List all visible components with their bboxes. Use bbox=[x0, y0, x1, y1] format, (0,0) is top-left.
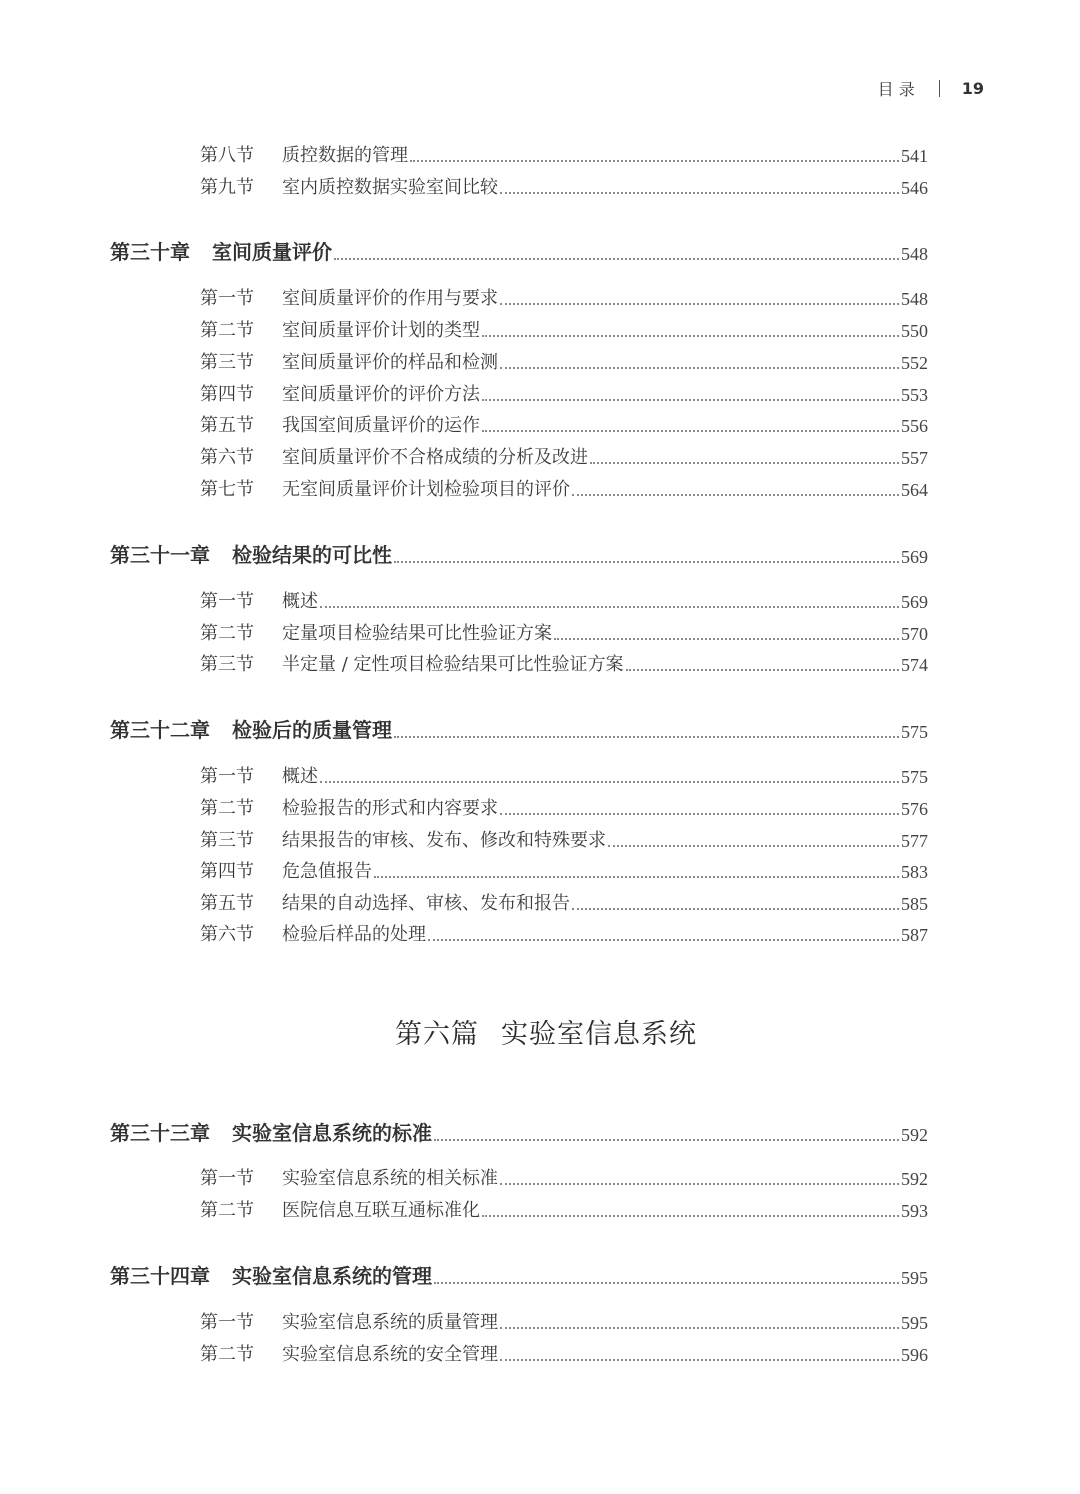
section-title: 医院信息互联互通标准化 bbox=[282, 1200, 480, 1221]
entry-page-number: 556 bbox=[901, 416, 928, 436]
chapter-number: 第三十二章 bbox=[110, 718, 210, 742]
section-title: 结果报告的审核、发布、修改和特殊要求 bbox=[282, 830, 606, 851]
section-number: 第二节 bbox=[200, 798, 254, 819]
entry-page-number: 583 bbox=[901, 862, 928, 882]
toc-section-entry bbox=[200, 762, 928, 788]
entry-page-number: 575 bbox=[901, 722, 928, 742]
section-title: 室间质量评价计划的类型 bbox=[282, 320, 480, 341]
dot-leader bbox=[482, 399, 899, 401]
section-title: 结果的自动选择、审核、发布和报告 bbox=[282, 893, 570, 914]
section-title: 检验后样品的处理 bbox=[282, 924, 426, 945]
entry-label bbox=[110, 539, 392, 568]
chapter-number: 第三十一章 bbox=[110, 543, 210, 567]
dot-leader bbox=[482, 335, 899, 337]
dot-leader bbox=[500, 192, 899, 194]
section-title: 检验报告的形式和内容要求 bbox=[282, 798, 498, 819]
toc-chapter-entry bbox=[110, 236, 928, 265]
toc-section-entry bbox=[200, 619, 928, 645]
section-title: 概述 bbox=[282, 591, 318, 612]
entry-label bbox=[200, 619, 552, 645]
dot-leader bbox=[500, 813, 899, 815]
dot-leader bbox=[590, 462, 899, 464]
dot-leader bbox=[500, 303, 899, 305]
running-header bbox=[878, 76, 984, 100]
dot-leader bbox=[500, 367, 899, 369]
toc-section-entry bbox=[200, 889, 928, 915]
section-number: 第五节 bbox=[200, 415, 254, 436]
entry-page-number: 592 bbox=[901, 1125, 928, 1145]
entry-label bbox=[200, 1164, 498, 1190]
section-title: 室间质量评价不合格成绩的分析及改进 bbox=[282, 447, 588, 468]
dot-leader bbox=[410, 160, 899, 162]
toc-chapter-entry bbox=[110, 1260, 928, 1289]
entry-label bbox=[200, 380, 480, 406]
toc-section-entry bbox=[200, 1308, 928, 1334]
section-title: 实验室信息系统的安全管理 bbox=[282, 1344, 498, 1365]
section-title: 半定量 / 定性项目检验结果可比性验证方案 bbox=[282, 654, 624, 675]
section-number: 第一节 bbox=[200, 591, 254, 612]
entry-label bbox=[200, 857, 372, 883]
toc-section-entry bbox=[200, 650, 928, 676]
entry-label bbox=[200, 411, 480, 437]
section-title: 室内质控数据实验室间比较 bbox=[282, 177, 498, 198]
entry-label bbox=[200, 1196, 480, 1222]
toc-section-entry bbox=[200, 920, 928, 946]
dot-leader bbox=[434, 1282, 899, 1284]
entry-label bbox=[200, 826, 606, 852]
dot-leader bbox=[554, 638, 899, 640]
header-title: 目 录 bbox=[877, 79, 915, 99]
dot-leader bbox=[428, 939, 899, 941]
entry-page-number: 569 bbox=[901, 592, 928, 612]
entry-label bbox=[200, 587, 318, 613]
entry-label bbox=[200, 443, 588, 469]
entry-label bbox=[110, 1117, 432, 1146]
section-title: 概述 bbox=[282, 766, 318, 787]
entry-page-number: 546 bbox=[901, 178, 928, 198]
entry-label bbox=[200, 348, 498, 374]
entry-label bbox=[200, 284, 498, 310]
dot-leader bbox=[320, 781, 899, 783]
dot-leader bbox=[572, 494, 899, 496]
toc-section-entry bbox=[200, 826, 928, 852]
section-number: 第二节 bbox=[200, 1344, 254, 1365]
section-number: 第九节 bbox=[200, 177, 254, 198]
entry-page-number: 541 bbox=[901, 146, 928, 166]
entry-page-number: 593 bbox=[901, 1201, 928, 1221]
toc-section-entry bbox=[200, 1340, 928, 1366]
toc-section-entry bbox=[200, 411, 928, 437]
entry-page-number: 550 bbox=[901, 321, 928, 341]
section-number: 第一节 bbox=[200, 1312, 254, 1333]
toc-section-entry bbox=[200, 284, 928, 310]
toc-chapter-entry bbox=[110, 1117, 928, 1146]
entry-page-number: 570 bbox=[901, 624, 928, 644]
section-number: 第七节 bbox=[200, 479, 254, 500]
entry-label bbox=[110, 236, 332, 265]
header-divider bbox=[939, 80, 940, 97]
section-number: 第三节 bbox=[200, 654, 254, 675]
dot-leader bbox=[374, 876, 899, 878]
dot-leader bbox=[334, 258, 899, 260]
chapter-number: 第三十四章 bbox=[110, 1264, 210, 1288]
toc-section-entry bbox=[200, 794, 928, 820]
entry-page-number: 569 bbox=[901, 547, 928, 567]
entry-page-number: 577 bbox=[901, 831, 928, 851]
entry-label bbox=[110, 1260, 432, 1289]
entry-label bbox=[200, 173, 498, 199]
entry-label bbox=[200, 1308, 498, 1334]
entry-page-number: 592 bbox=[901, 1169, 928, 1189]
entry-label bbox=[200, 650, 624, 676]
chapter-title: 检验结果的可比性 bbox=[232, 543, 392, 567]
dot-leader bbox=[434, 1139, 899, 1141]
dot-leader bbox=[500, 1183, 899, 1185]
chapter-title: 实验室信息系统的管理 bbox=[232, 1264, 432, 1288]
part-heading bbox=[0, 1012, 1080, 1051]
section-number: 第一节 bbox=[200, 288, 254, 309]
section-title: 室间质量评价的评价方法 bbox=[282, 384, 480, 405]
chapter-number: 第三十三章 bbox=[110, 1121, 210, 1145]
dot-leader bbox=[572, 908, 899, 910]
entry-page-number: 548 bbox=[901, 244, 928, 264]
entry-label bbox=[200, 889, 570, 915]
dot-leader bbox=[608, 845, 899, 847]
section-title: 无室间质量评价计划检验项目的评价 bbox=[282, 479, 570, 500]
section-number: 第四节 bbox=[200, 384, 254, 405]
toc-section-entry bbox=[200, 443, 928, 469]
entry-label bbox=[200, 1340, 498, 1366]
entry-page-number: 596 bbox=[901, 1345, 928, 1365]
toc-section-entry bbox=[200, 475, 928, 501]
section-number: 第三节 bbox=[200, 352, 254, 373]
section-title: 室间质量评价的作用与要求 bbox=[282, 288, 498, 309]
dot-leader bbox=[482, 430, 899, 432]
dot-leader bbox=[394, 736, 899, 738]
toc-section-entry bbox=[200, 316, 928, 342]
entry-page-number: 552 bbox=[901, 353, 928, 373]
entry-page-number: 548 bbox=[901, 289, 928, 309]
section-number: 第六节 bbox=[200, 447, 254, 468]
section-number: 第四节 bbox=[200, 861, 254, 882]
section-number: 第二节 bbox=[200, 623, 254, 644]
entry-label bbox=[200, 762, 318, 788]
toc-section-entry bbox=[200, 141, 928, 167]
toc-section-entry bbox=[200, 173, 928, 199]
chapter-number: 第三十章 bbox=[110, 240, 190, 264]
section-number: 第六节 bbox=[200, 924, 254, 945]
dot-leader bbox=[394, 561, 899, 563]
chapter-title: 检验后的质量管理 bbox=[232, 718, 392, 742]
entry-label bbox=[200, 920, 426, 946]
section-title: 实验室信息系统的质量管理 bbox=[282, 1312, 498, 1333]
dot-leader bbox=[482, 1215, 899, 1217]
page-number: 19 bbox=[961, 78, 984, 98]
section-title: 室间质量评价的样品和检测 bbox=[282, 352, 498, 373]
entry-label bbox=[200, 141, 408, 167]
section-number: 第三节 bbox=[200, 830, 254, 851]
dot-leader bbox=[320, 606, 899, 608]
entry-page-number: 564 bbox=[901, 480, 928, 500]
entry-page-number: 595 bbox=[901, 1268, 928, 1288]
entry-label bbox=[200, 316, 480, 342]
entry-page-number: 587 bbox=[901, 925, 928, 945]
section-number: 第二节 bbox=[200, 1200, 254, 1221]
toc-section-entry bbox=[200, 587, 928, 613]
entry-page-number: 585 bbox=[901, 894, 928, 914]
section-number: 第八节 bbox=[200, 145, 254, 166]
toc-section-entry bbox=[200, 1164, 928, 1190]
entry-page-number: 595 bbox=[901, 1313, 928, 1333]
dot-leader bbox=[626, 669, 899, 671]
part-title: 实验室信息系统 bbox=[501, 1019, 697, 1050]
toc-chapter-entry bbox=[110, 539, 928, 568]
toc-section-entry bbox=[200, 348, 928, 374]
entry-label bbox=[110, 714, 392, 743]
entry-label bbox=[200, 794, 498, 820]
entry-page-number: 553 bbox=[901, 385, 928, 405]
section-title: 质控数据的管理 bbox=[282, 145, 408, 166]
toc-section-entry bbox=[200, 380, 928, 406]
toc-section-entry bbox=[200, 857, 928, 883]
part-number: 第六篇 bbox=[395, 1019, 479, 1050]
section-number: 第一节 bbox=[200, 766, 254, 787]
section-title: 我国室间质量评价的运作 bbox=[282, 415, 480, 436]
section-number: 第一节 bbox=[200, 1168, 254, 1189]
section-number: 第五节 bbox=[200, 893, 254, 914]
section-title: 危急值报告 bbox=[282, 861, 372, 882]
entry-page-number: 574 bbox=[901, 655, 928, 675]
toc-chapter-entry bbox=[110, 714, 928, 743]
chapter-title: 室间质量评价 bbox=[212, 240, 332, 264]
section-number: 第二节 bbox=[200, 320, 254, 341]
dot-leader bbox=[500, 1359, 899, 1361]
dot-leader bbox=[500, 1327, 899, 1329]
section-title: 实验室信息系统的相关标准 bbox=[282, 1168, 498, 1189]
entry-label bbox=[200, 475, 570, 501]
section-title: 定量项目检验结果可比性验证方案 bbox=[282, 623, 552, 644]
entry-page-number: 576 bbox=[901, 799, 928, 819]
entry-page-number: 575 bbox=[901, 767, 928, 787]
entry-page-number: 557 bbox=[901, 448, 928, 468]
chapter-title: 实验室信息系统的标准 bbox=[232, 1121, 432, 1145]
toc-section-entry bbox=[200, 1196, 928, 1222]
